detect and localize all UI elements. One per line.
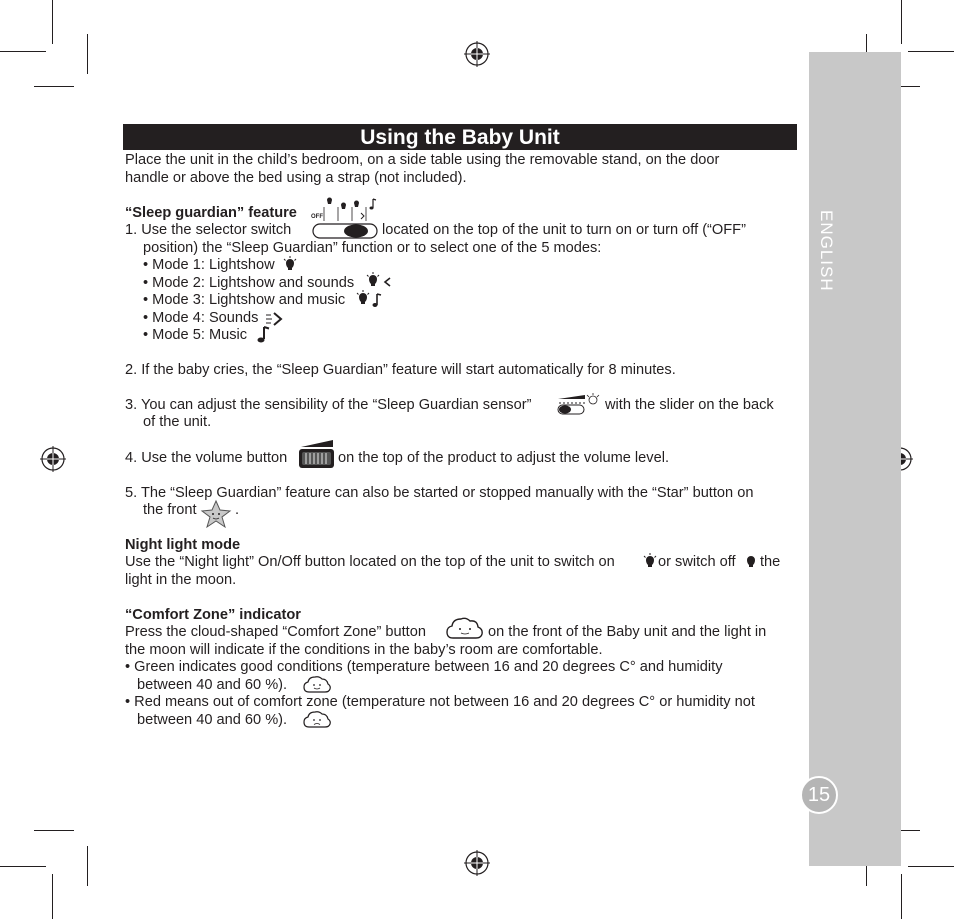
registration-mark-icon	[464, 41, 490, 67]
light-off-icon	[745, 554, 757, 571]
crop-mark	[901, 874, 902, 919]
crop-mark	[52, 874, 53, 919]
step-3-text: of the unit.	[143, 414, 212, 430]
step-3-text: 3. You can adjust the sensibility of the “Sleep Guardian sensor”	[125, 397, 532, 413]
night-light-text: Use the “Night light” On/Off button located on the top of the unit to switch on	[125, 554, 615, 570]
step-1-text: position) the “Sleep Guardian” function or to select one of the 5 modes:	[143, 240, 602, 256]
sound-icon	[265, 311, 283, 327]
step-4-text: 4. Use the volume button	[125, 450, 288, 466]
happy-cloud-icon	[303, 675, 331, 695]
mode-item: • Mode 1: Lightshow	[143, 257, 275, 273]
crop-mark	[0, 866, 46, 867]
volume-button-icon	[298, 439, 336, 469]
crop-mark	[34, 86, 74, 87]
crop-mark	[901, 0, 902, 44]
red-indicator-text: between 40 and 60 %).	[137, 712, 288, 728]
sad-cloud-icon	[303, 710, 331, 730]
step-1-text: 1. Use the selector switch	[125, 222, 292, 238]
step-5-text: .	[235, 502, 240, 518]
sensor-slider-icon	[555, 392, 601, 416]
sleep-guardian-heading: “Sleep guardian” feature	[125, 205, 297, 221]
crop-mark	[52, 0, 53, 44]
crop-mark	[908, 866, 954, 867]
page-title: Using the Baby Unit	[123, 124, 797, 150]
mode-item: • Mode 3: Lightshow and music	[143, 292, 346, 308]
step-2-text: 2. If the baby cries, the “Sleep Guardian” feature will start automatically for 8 minutes.	[125, 362, 676, 378]
step-3-text: with the slider on the back	[605, 397, 774, 413]
page-number: 15	[800, 776, 838, 814]
intro-line: Place the unit in the child’s bedroom, on a side table using the removable stand, on the door	[125, 152, 720, 168]
night-light-text: the	[760, 554, 781, 570]
crop-mark	[908, 51, 954, 52]
red-indicator-text: • Red means out of comfort zone (temperature not between 16 and 20 degrees C° or humidity not	[125, 694, 755, 710]
lightbulb-icon	[283, 256, 297, 274]
lightbulb-sound-icon	[366, 272, 392, 290]
step-5-text: 5. The “Sleep Guardian” feature can also be started or stopped manually with the “Star” button on	[125, 485, 754, 501]
night-light-text: or switch off	[658, 554, 736, 570]
mode-item: • Mode 2: Lightshow and sounds	[143, 275, 355, 291]
lightbulb-music-icon	[356, 290, 382, 310]
cloud-button-icon	[445, 616, 485, 642]
mode-item: • Mode 4: Sounds	[143, 310, 259, 326]
off-label: OFF	[311, 214, 323, 220]
mode-item: • Mode 5: Music	[143, 327, 248, 343]
crop-mark	[87, 34, 88, 74]
intro-line: handle or above the bed using a strap (not included).	[125, 170, 467, 186]
crop-mark	[87, 846, 88, 886]
crop-mark	[34, 830, 74, 831]
language-sidebar	[809, 52, 901, 866]
mode-selector-icon	[310, 197, 378, 223]
comfort-zone-text: the moon will indicate if the conditions in the baby’s room are comfortable.	[125, 642, 603, 658]
light-on-icon	[643, 553, 657, 571]
green-indicator-text: between 40 and 60 %).	[137, 677, 288, 693]
night-light-text: light in the moon.	[125, 572, 237, 588]
night-light-heading: Night light mode	[125, 537, 241, 553]
registration-mark-icon	[40, 446, 66, 472]
star-button-icon	[200, 499, 232, 529]
comfort-zone-text: Press the cloud-shaped “Comfort Zone” button	[125, 624, 426, 640]
step-1-text: located on the top of the unit to turn on or turn off (“OFF”	[382, 222, 746, 238]
crop-mark	[0, 51, 46, 52]
selector-switch-icon	[312, 223, 378, 239]
music-note-icon	[254, 326, 270, 344]
green-indicator-text: • Green indicates good conditions (temperature between 16 and 20 degrees C° and humidity	[125, 659, 723, 675]
comfort-zone-text: on the front of the Baby unit and the light in	[488, 624, 767, 640]
language-label: ENGLISH	[817, 210, 836, 292]
step-5-text: the front	[143, 502, 197, 518]
comfort-zone-heading: “Comfort Zone” indicator	[125, 607, 301, 623]
step-4-text: on the top of the product to adjust the volume level.	[338, 450, 670, 466]
registration-mark-icon	[464, 850, 490, 876]
